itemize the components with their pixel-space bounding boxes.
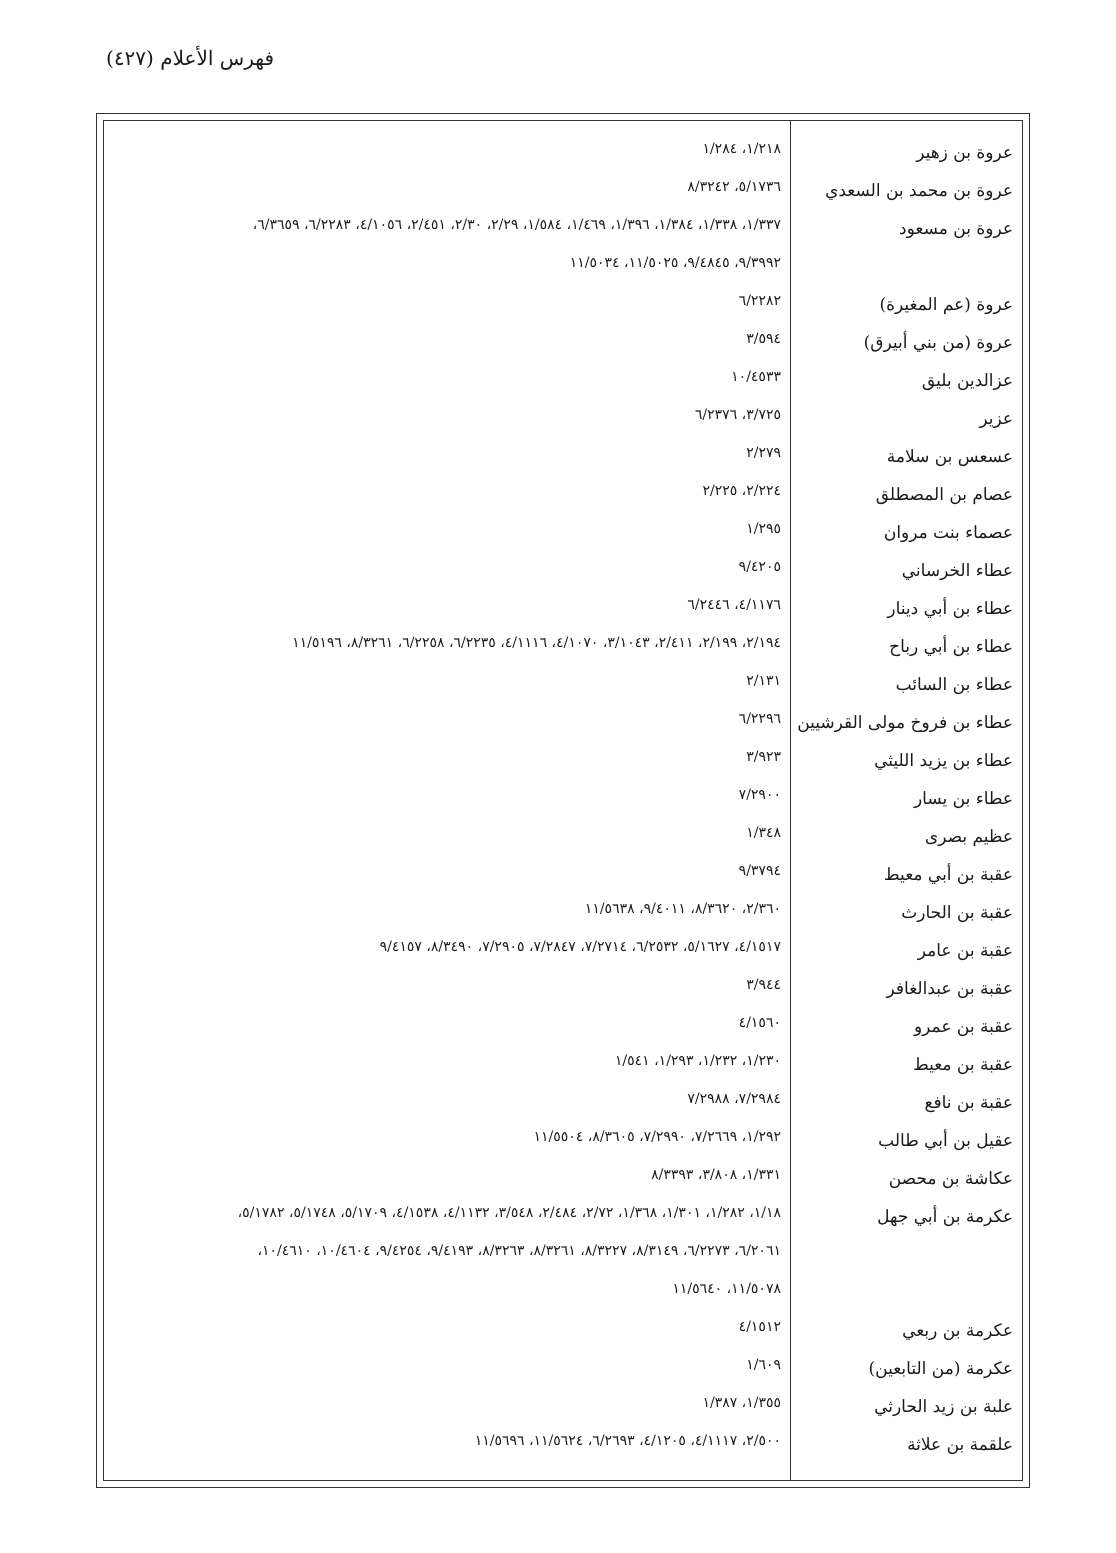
entry-references: ٢/١٣١ <box>746 673 781 689</box>
entry-name: عقبة بن عامر <box>917 941 1013 961</box>
entry-name: عطاء بن أبي رباح <box>889 637 1013 657</box>
entry-name: عقبة بن عمرو <box>913 1017 1013 1037</box>
header-title: فهرس الأعلام <box>160 46 275 70</box>
entry-name: علبة بن زيد الحارثي <box>874 1397 1013 1417</box>
index-entry <box>103 728 1023 771</box>
entry-references: ١/٣٤٨ <box>746 825 781 841</box>
entry-name: عروة بن زهير <box>916 143 1013 163</box>
entry-references: ٧/٢٩٠٠ <box>738 787 781 803</box>
index-entry <box>103 956 1023 999</box>
index-entry <box>103 272 1023 315</box>
entry-references: ١/٢٩٥ <box>746 521 781 537</box>
entry-references: ٦/٢٢٨٢ <box>738 293 781 309</box>
entry-name: عطاء بن أبي دينار <box>887 599 1013 619</box>
index-entry <box>103 1108 1023 1151</box>
entry-name: عقبة بن أبي معيط <box>883 865 1013 885</box>
entry-references: ٣/٩٢٣ <box>746 749 781 765</box>
index-entry <box>103 424 1023 467</box>
index-entry <box>103 690 1023 733</box>
entry-name: عطاء بن يزيد الليثي <box>874 751 1013 771</box>
entry-name: عظيم بصرى <box>924 827 1013 847</box>
index-entry <box>103 576 1023 619</box>
entry-name: عقبة بن عبدالغافر <box>886 979 1013 999</box>
entry-name: عكرمة بن ربعي <box>902 1321 1013 1341</box>
entry-name: عكرمة بن أبي جهل <box>877 1207 1013 1227</box>
index-entry <box>103 500 1023 543</box>
entry-name: عطاء بن يسار <box>913 789 1013 809</box>
index-entry <box>103 120 1023 163</box>
entry-references: ٢/٣٦٠، ٨/٣٦٢٠، ٩/٤٠١١، ١١/٥٦٣٨ <box>584 901 781 917</box>
entry-references: ١/٢٣٠، ١/٢٣٢، ١/٢٩٣، ١/٥٤١ <box>614 1053 781 1069</box>
entry-references: ٣/٧٢٥، ٦/٢٣٧٦ <box>694 407 781 423</box>
index-entry <box>103 880 1023 923</box>
index-entry <box>103 310 1023 353</box>
index-entry <box>103 538 1023 581</box>
entry-references: ٦/٢٠٦١، ٦/٢٢٧٣، ٨/٣١٤٩، ٨/٣٢٢٧، ٨/٣٢٦١، ٨/٣٢٦٣، ٩/٤١٩٣، ٩/٤٢٥٤، ١٠/٤٦٠٤، ١٠/٤٦١٠، <box>257 1243 781 1259</box>
entry-references: ١/٢١٨، ١/٢٨٤ <box>702 141 781 157</box>
index-entry <box>103 1412 1023 1455</box>
entry-references: ١/٦٠٩ <box>746 1357 781 1373</box>
entry-references: ٤/١٥١٧، ٥/١٦٢٧، ٦/٢٥٣٢، ٧/٢٧١٤، ٧/٢٨٤٧، ٧/٢٩٠٥، ٨/٣٤٩٠، ٩/٤١٥٧ <box>379 939 781 955</box>
entry-references: ٤/١٥١٢ <box>738 1319 781 1335</box>
entry-references: ١/٢٩٢، ٧/٢٦٦٩، ٧/٢٩٩٠، ٨/٣٦٠٥، ١١/٥٥٠٤ <box>533 1129 781 1145</box>
entry-name: عسعس بن سلامة <box>886 447 1013 467</box>
entry-references: ٩/٤٢٠٥ <box>738 559 781 575</box>
index-entry <box>103 462 1023 505</box>
entry-name: عكاشة بن محصن <box>888 1169 1013 1189</box>
index-entry <box>103 1184 1023 1298</box>
index-entry <box>103 386 1023 429</box>
entry-references: ١/٣٣٧، ١/٣٣٨، ١/٣٨٤، ١/٣٩٦، ١/٤٦٩، ١/٥٨٤، ٢/٢٩، ٢/٣٠، ٢/٤٥١، ٤/١٠٥٦، ٦/٢٢٨٣، ٦/٣٦٥٩، <box>252 217 781 233</box>
entry-references: ٢/١٩٤، ٢/١٩٩، ٢/٤١١، ٣/١٠٤٣، ٤/١٠٧٠، ٤/١١١٦، ٦/٢٢٣٥، ٦/٢٢٥٨، ٨/٣٢٦١، ١١/٥١٩٦ <box>292 635 781 651</box>
entry-references: ٢/٢٧٩ <box>746 445 781 461</box>
entry-name: علقمة بن علاثة <box>907 1435 1013 1455</box>
index-entry <box>103 614 1023 657</box>
index-entry <box>103 994 1023 1037</box>
entry-name: عروة بن محمد بن السعدي <box>825 181 1013 201</box>
entry-references: ٧/٢٩٨٤، ٧/٢٩٨٨ <box>687 1091 781 1107</box>
entry-references: ٢/٥٠٠، ٤/١١١٧، ٤/١٢٠٥، ٦/٢٦٩٣، ١١/٥٦٢٤، ١١/٥٦٩٦ <box>474 1433 781 1449</box>
entry-references: ١/١٨، ١/٢٨٢، ١/٣٠١، ١/٣٦٨، ٢/٧٢، ٢/٤٨٤، ٣/٥٤٨، ٤/١١٣٢، ٤/١٥٣٨، ٥/١٧٠٩، ٥/١٧٤٨، ٥/١٧٨٢، <box>237 1205 781 1221</box>
entry-references: ١/٣٥٥، ١/٣٨٧ <box>702 1395 781 1411</box>
entry-references: ٣/٩٤٤ <box>746 977 781 993</box>
index-entry <box>103 348 1023 391</box>
entry-name: عكرمة (من التابعين) <box>868 1359 1013 1379</box>
index-entry <box>103 918 1023 961</box>
index-entry <box>103 1146 1023 1189</box>
index-entry <box>103 1336 1023 1379</box>
entry-name: عروة بن مسعود <box>899 219 1013 239</box>
index-entry <box>103 158 1023 201</box>
entry-references: ٩/٣٧٩٤ <box>738 863 781 879</box>
entry-references: ٥/١٧٣٦، ٨/٣٢٤٢ <box>687 179 781 195</box>
entry-name: عطاء بن السائب <box>895 675 1013 695</box>
entry-references: ١١/٥٠٧٨، ١١/٥٦٤٠ <box>672 1281 781 1297</box>
index-entry <box>103 652 1023 695</box>
entry-name: عروة (عم المغيرة) <box>879 295 1013 315</box>
entry-name: عزير <box>979 409 1013 429</box>
entry-references: ١/٣٣١، ٣/٨٠٨، ٨/٣٣٩٣ <box>651 1167 781 1183</box>
entry-references: ١٠/٤٥٣٣ <box>731 369 781 385</box>
entry-references: ٤/١٥٦٠ <box>738 1015 781 1031</box>
index-entry <box>103 842 1023 885</box>
entry-references: ٩/٣٩٩٢، ٩/٤٨٤٥، ١١/٥٠٢٥، ١١/٥٠٣٤ <box>569 255 781 271</box>
index-entry <box>103 766 1023 809</box>
entry-name: عقبة بن معيط <box>912 1055 1013 1075</box>
entry-name: عطاء بن فروخ مولى القرشيين <box>797 713 1013 733</box>
entry-name: عقيل بن أبي طالب <box>878 1131 1013 1151</box>
page-header <box>106 46 274 70</box>
index-entry <box>103 1032 1023 1075</box>
entry-name: عزالدين بليق <box>921 371 1013 391</box>
index-entry <box>103 1298 1023 1341</box>
entry-references: ٢/٢٢٤، ٢/٢٢٥ <box>702 483 781 499</box>
entry-name: عقبة بن نافع <box>924 1093 1013 1113</box>
header-page-number: (٤٢٧) <box>106 46 154 70</box>
entry-references: ٣/٥٩٤ <box>746 331 781 347</box>
entry-references: ٤/١١٧٦، ٦/٢٤٤٦ <box>687 597 781 613</box>
entry-references: ٦/٢٢٩٦ <box>738 711 781 727</box>
index-entry <box>103 804 1023 847</box>
entry-name: عصام بن المصطلق <box>875 485 1013 505</box>
index-entry <box>103 1374 1023 1417</box>
entry-name: عصماء بنت مروان <box>883 523 1013 543</box>
entry-name: عقبة بن الحارث <box>901 903 1013 923</box>
index-table <box>103 120 1023 1481</box>
index-entry <box>103 1070 1023 1113</box>
index-entry <box>103 196 1023 272</box>
entry-name: عطاء الخرساني <box>901 561 1013 581</box>
entry-name: عروة (من بني أبيرق) <box>863 333 1013 353</box>
